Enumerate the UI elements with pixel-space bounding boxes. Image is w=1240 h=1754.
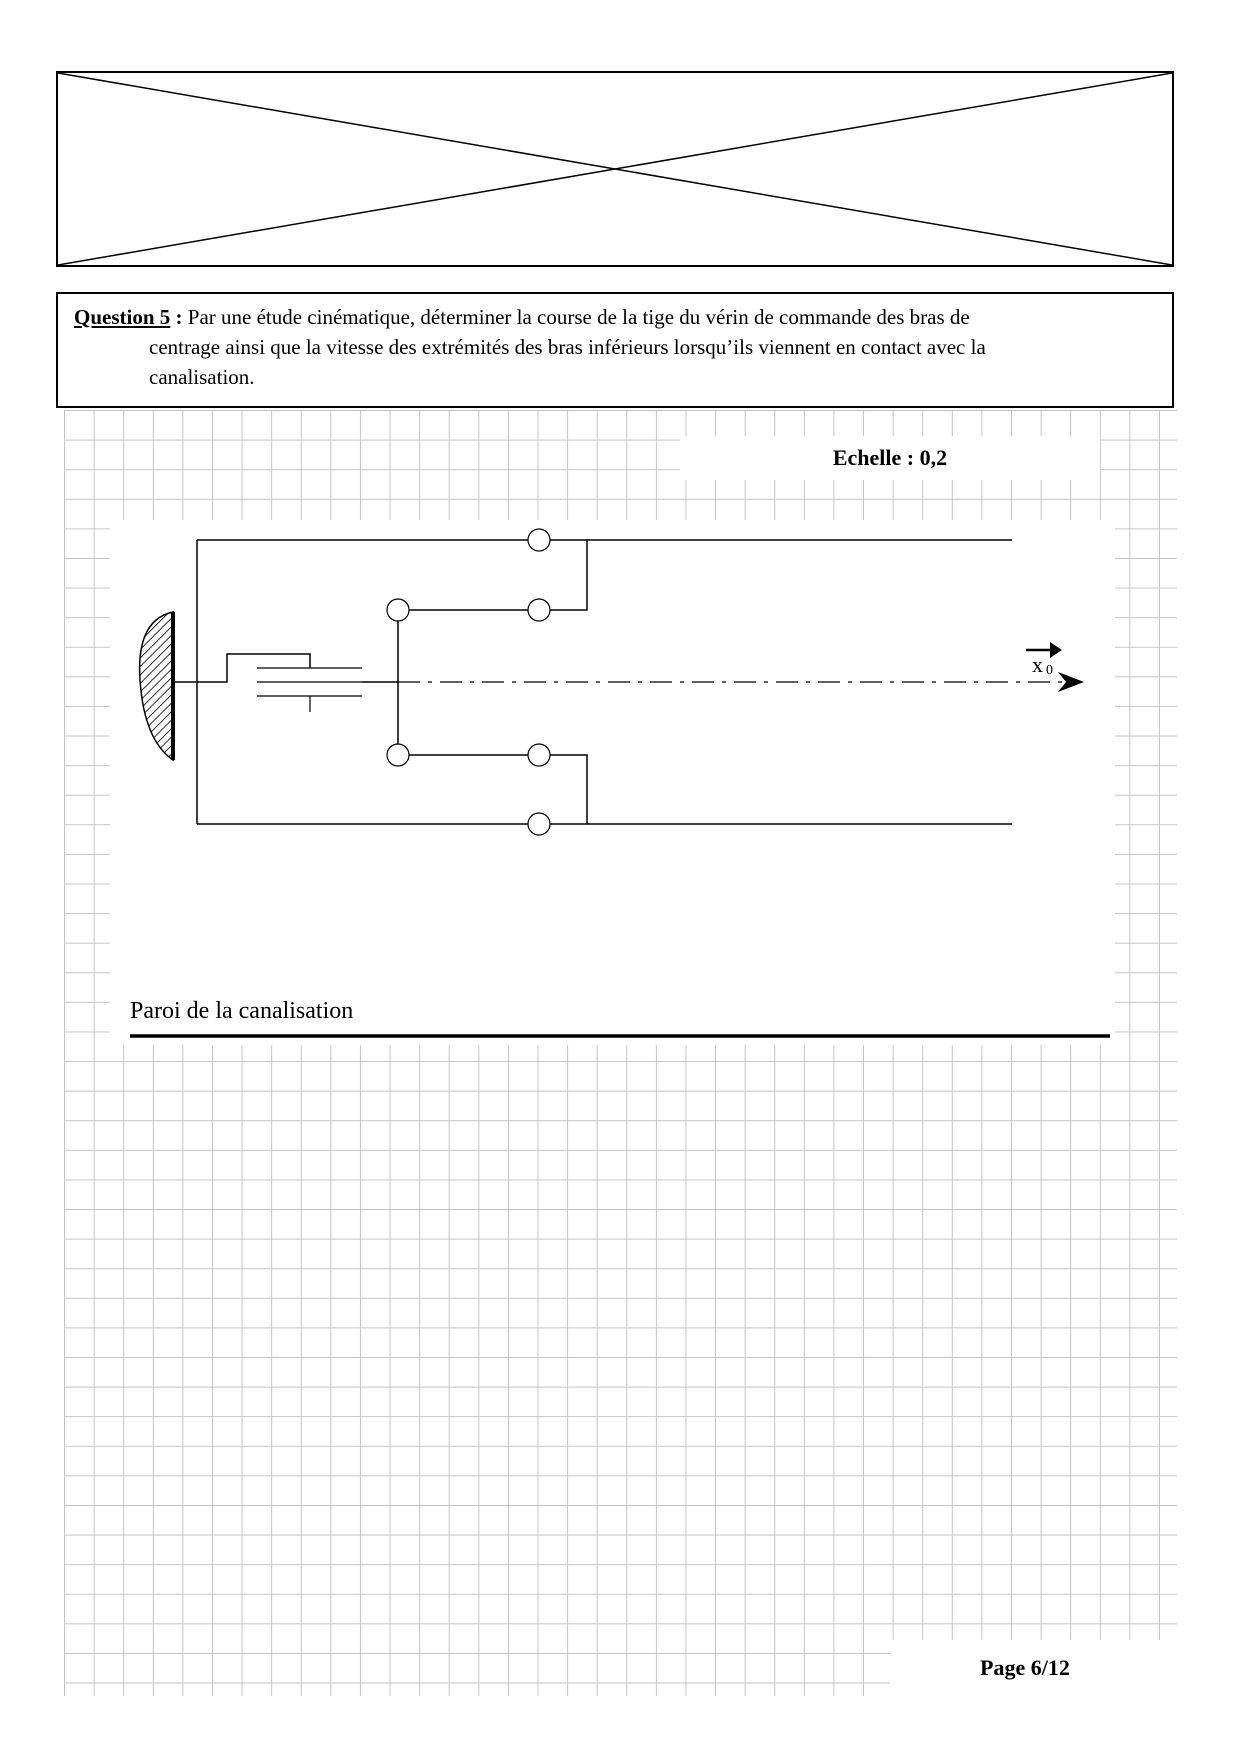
wall-label: Paroi de la canalisation <box>130 998 354 1024</box>
question-text-line1: Par une étude cinématique, déterminer la course de la tige du vérin de commande des bras de <box>182 305 970 329</box>
question-text-line2: centrage ainsi que la vitesse des extrémités des bras inférieurs lorsqu’ils viennent en contact avec la <box>149 335 986 359</box>
page-number: Page 6/12 <box>890 1640 1180 1696</box>
frame-ground-symbol <box>140 612 173 760</box>
axis-label: x <box>1032 652 1043 677</box>
upper-arm-connector <box>550 540 587 610</box>
question-colon: : <box>170 305 183 329</box>
pivot-rod-upper <box>387 599 409 621</box>
axis-subscript: 0 <box>1046 663 1053 678</box>
pivot-upper-outer <box>528 529 550 551</box>
lower-arm-connector <box>550 755 587 824</box>
pivot-rod-lower <box>387 744 409 766</box>
pivot-lower-outer <box>528 813 550 835</box>
question-label: Question 5 <box>74 305 171 329</box>
question-text-line3: canalisation. <box>149 365 255 389</box>
vector-arrow-icon <box>1050 642 1062 658</box>
pivot-upper-inner <box>528 599 550 621</box>
scale-label: Echelle : 0,2 <box>832 445 948 470</box>
pivot-lower-inner <box>528 744 550 766</box>
